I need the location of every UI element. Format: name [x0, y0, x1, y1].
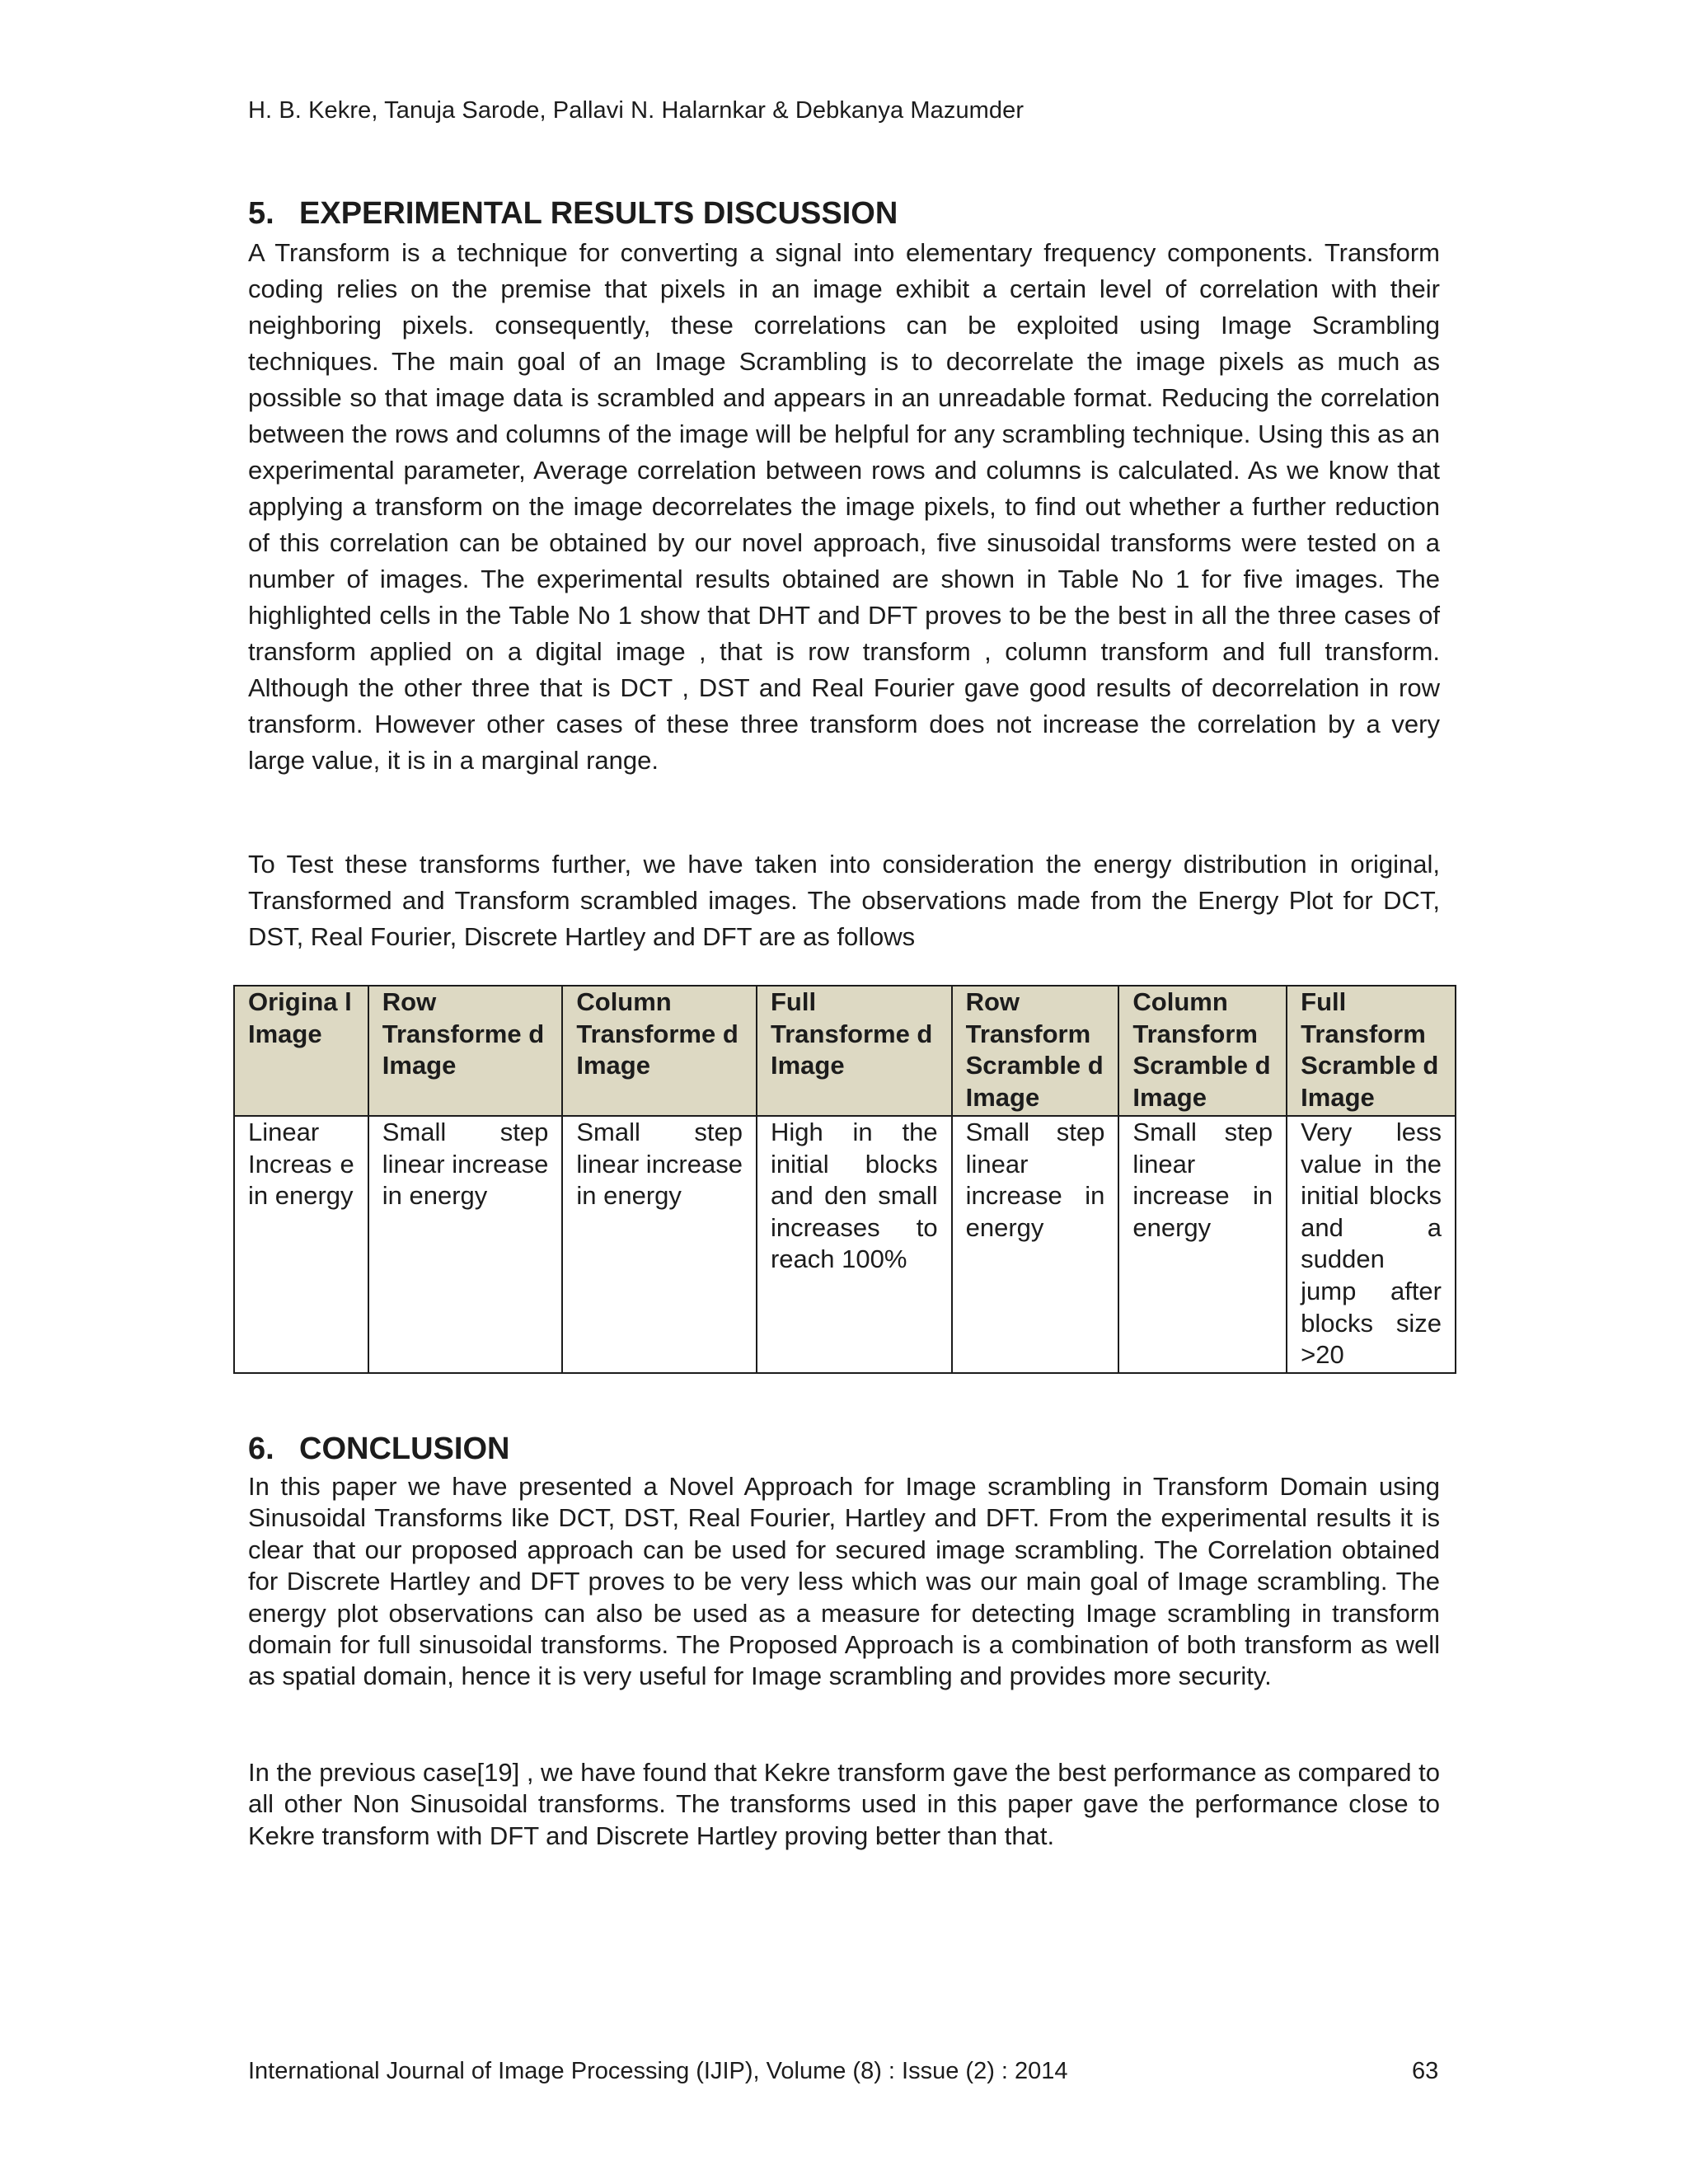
header-original-image: Origina l Image: [234, 986, 368, 1116]
table-cell: Small step linear increase in energy: [952, 1116, 1119, 1373]
header-column-transform-scrambled-image: Column Transform Scramble d Image: [1118, 986, 1287, 1116]
table-header-row: [234, 986, 1456, 1116]
journal-footer: International Journal of Image Processing (IJIP), Volume (8) : Issue (2) : 2014: [248, 2058, 1068, 2084]
table-cell: Small step linear increase in energy: [368, 1116, 563, 1373]
section-6-number: 6.: [248, 1432, 274, 1466]
table-cell: High in the initial blocks and den small increases to reach 100%: [757, 1116, 952, 1373]
running-header: H. B. Kekre, Tanuja Sarode, Pallavi N. Halarnkar & Debkanya Mazumder: [248, 97, 1025, 124]
section-5-paragraph-1: A Transform is a technique for converting a signal into elementary frequency components. Transform coding relies on the premise that pixels in an image exhibit a certain level of correlation with their neighboring pixels. consequently, these correlations can be exploited using Image Scrambling techniques. The main goal of an Image Scrambling is to decorrelate the image pixels as much as possible so that image data is scrambled and appears in an unreadable format. Reducing the correlation between the rows and columns of the image will be helpful for any scrambling technique. Using this as an experimental parameter, Average correlation between rows and columns is calculated. As we know that applying a transform on the image decorrelates the image pixels, to find out whether a further reduction of this correlation can be obtained by our novel approach, five sinusoidal transforms were tested on a number of images. The experimental results obtained are shown in Table No 1 for five images. The highlighted cells in the Table No 1 show that DHT and DFT proves to be the best in all the three cases of transform applied on a digital image , that is row transform , column transform and full transform. Although the other three that is DCT , DST and Real Fourier gave good results of decorrelation in row transform. However other cases of these three transform does not increase the correlation by a very large value, it is in a marginal range.: [248, 238, 1440, 775]
header-full-transform-scrambled-image: Full Transform Scramble d Image: [1287, 986, 1456, 1116]
section-6-paragraph-2: In the previous case[19] , we have found that Kekre transform gave the best performance as compared to all other Non Sinusoidal transforms. The transforms used in this paper gave the performance close to Kekre transform with DFT and Discrete Hartley proving better than that.: [248, 1758, 1440, 1850]
header-row-transformed-image: Row Transforme d Image: [368, 986, 563, 1116]
table-cell: Small step linear increase in energy: [1118, 1116, 1287, 1373]
section-5-heading: [248, 196, 898, 232]
header-row-transform-scrambled-image: Row Transform Scramble d Image: [952, 986, 1119, 1116]
table-cell: Linear Increas e in energy: [234, 1116, 368, 1373]
table-cell: Very less value in the initial blocks and a sudden jump after blocks size >20: [1287, 1116, 1456, 1373]
section-5-title: EXPERIMENTAL RESULTS DISCUSSION: [299, 196, 898, 231]
section-5-number: 5.: [248, 196, 274, 231]
table-cell: Small step linear increase in energy: [562, 1116, 757, 1373]
energy-observations-table: [233, 985, 1456, 1374]
section-6-paragraph-1: In this paper we have presented a Novel Approach for Image scrambling in Transform Domain using Sinusoidal Transforms like DCT, DST, Real Fourier, Hartley and DFT. From the experimental results it is clear that our proposed approach can be used for secured image scrambling. The Correlation obtained for Discrete Hartley and DFT proves to be very less which was our main goal of Image scrambling. The energy plot observations can also be used as a measure for detecting Image scrambling in transform domain for full sinusoidal transforms. The Proposed Approach is a combination of both transform as well as spatial domain, hence it is very useful for Image scrambling and provides more security.: [248, 1472, 1440, 1691]
header-column-transformed-image: Column Transforme d Image: [562, 986, 757, 1116]
table-row: [234, 1116, 1456, 1373]
header-full-transformed-image: Full Transforme d Image: [757, 986, 952, 1116]
section-6-title: CONCLUSION: [299, 1432, 510, 1466]
page-number: 63: [1412, 2058, 1439, 2084]
section-5-paragraph-2: To Test these transforms further, we have taken into consideration the energy distribution in original, Transformed and Transform scrambled images. The observations made from the Energy Plot for DCT, DST, Real Fourier, Discrete Hartley and DFT are as follows: [248, 850, 1440, 951]
section-6-heading: [248, 1432, 509, 1467]
